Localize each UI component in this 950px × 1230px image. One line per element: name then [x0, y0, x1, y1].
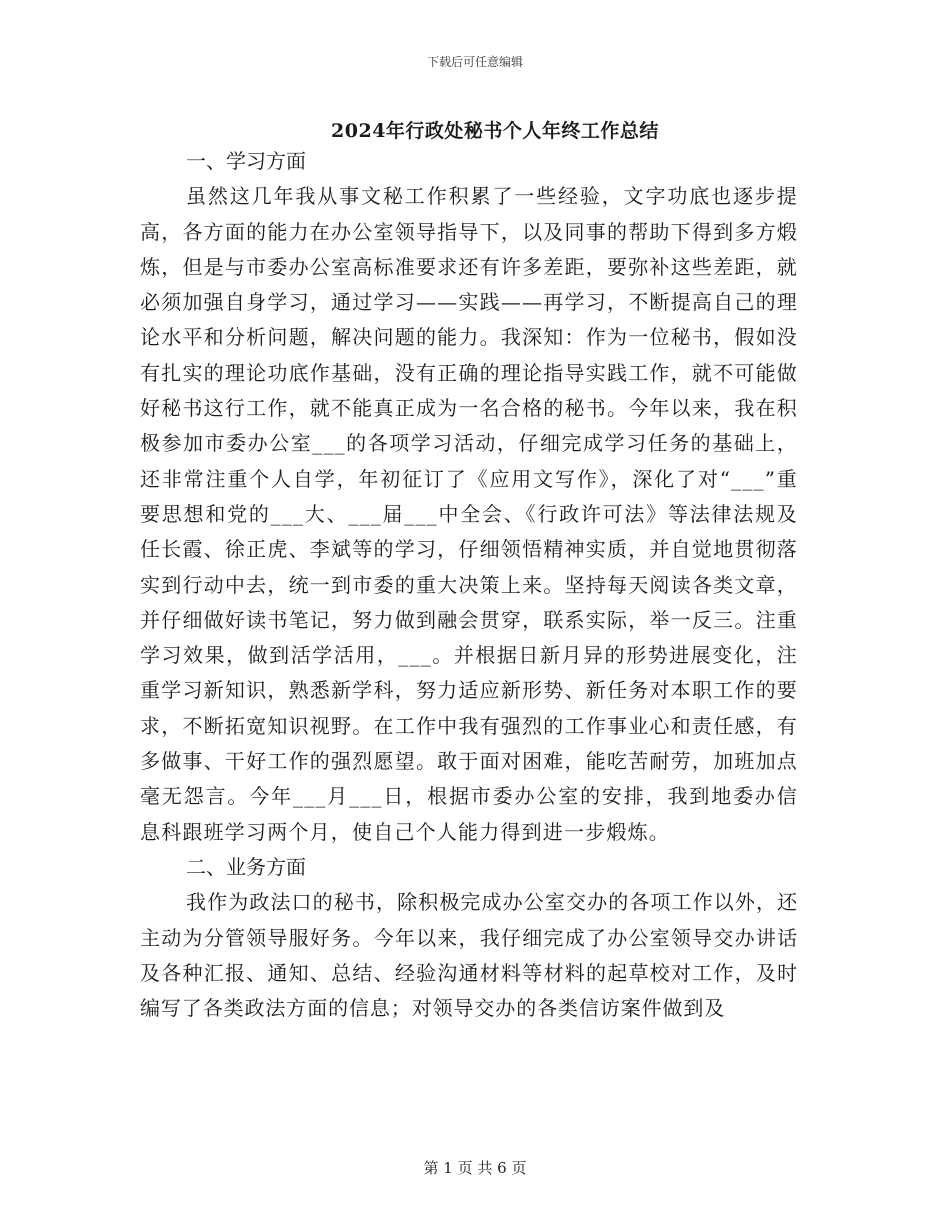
document-title: 2024年行政处秘书个人年终工作总结 — [331, 120, 659, 142]
document-body — [140, 144, 798, 1026]
section-heading-study: 一、学习方面 — [186, 149, 306, 173]
section-paragraph-business: 我作为政法口的秘书，除积极完成办公室交办的各项工作以外，还主动为分管领导服好务。今年以来，我仔细完成了办公室领导交办讲话及各种汇报、通知、总结、经验沟通材料等材料的起草校对工作，及时编写了各类政法方面的信息；对领导交办的各类信访案件做到及 — [140, 890, 798, 1021]
section-heading-business: 二、业务方面 — [186, 854, 306, 879]
section-paragraph-study: 虽然这几年我从事文秘工作积累了一些经验，文字功底也逐步提高，各方面的能力在办公室领导指导下，以及同事的帮助下得到多方煅炼，但是与市委办公室高标准要求还有许多差距，要弥补这些差距，就必须加强自身学习，通过学习——实践——再学习，不断提高自己的理论水平和分析问题，解决问题的能力。我深知：作为一位秘书，假如没有扎实的理论功底作基础，没有正确的理论指导实践工作，就不可能做好秘书这行工作，就不能真正成为一名合格的秘书。今年以来，我在积极参加市委办公室___的各项学习活动，仔细完成学习任务的基础上，还非常注重个人自学，年初征订了《应用文写作》，深化了对“___”重要思想和党的___大、___届___中全会、《行政许可法》等法律法规及任长霞、徐正虎、李斌等的学习，仔细领悟精神实质，并自觉地贯彻落实到行动中去，统一到市委的重大决策上来。坚持每天阅读各类文章，并仔细做好读书笔记，努力做到融会贯穿，联系实际，举一反三。注重学习效果，做到活学活用，___。并根据日新月异的形势进展变化，注重学习新知识，熟悉新学科，努力适应新形势、新任务对本职工作的要求，不断拓宽知识视野。在工作中我有强烈的工作事业心和责任感，有多做事、干好工作的强烈愿望。敢于面对困难，能吃苦耐劳，加班加点毫无怨言。今年___月___日，根据市委办公室的安排，我到地委办信息科跟班学习两个月，使自己个人能力得到进一步煅炼。 — [140, 184, 798, 844]
page-number-footer: 第 1 页 共 6 页 — [423, 1159, 527, 1177]
header-note: 下载后可任意编辑 — [426, 55, 523, 69]
